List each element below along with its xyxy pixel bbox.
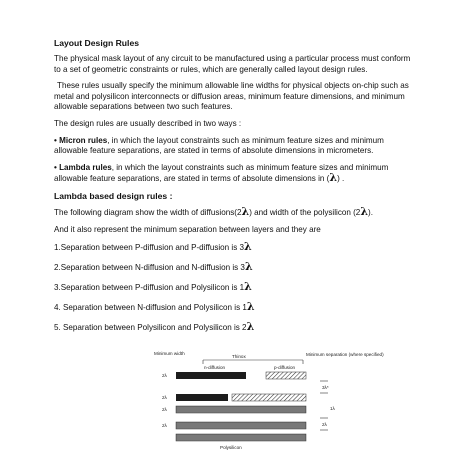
document-body xyxy=(54,38,414,341)
separation-intro: And it also represent the minimum separation between layers and they are xyxy=(54,224,321,234)
diagram-text-part2: ) and width of the polysilicon (2 xyxy=(249,207,361,217)
p-diffusion-label: p-diffusion xyxy=(274,365,296,370)
row-label-3: 2λ xyxy=(162,407,167,412)
diagram-lambda-2: λ xyxy=(360,204,369,218)
lambda-tail: ) . xyxy=(337,174,345,184)
separation-rule-5 xyxy=(54,321,414,333)
row-label-1: 2λ xyxy=(162,373,167,378)
separation-lambda: λ xyxy=(244,280,252,294)
micron-rules-paragraph xyxy=(54,136,414,157)
separation-text: 1.Separation between P-diffusion and P-diffusion is 3 xyxy=(54,243,245,253)
polysilicon-bar-3 xyxy=(176,434,306,441)
diagram-text-part1: The following diagram show the width of diffusions(2 xyxy=(54,207,242,217)
separation-2-label: 2λ xyxy=(322,422,327,427)
usage-paragraph: These rules usually specify the minimum allowable line widths for physical objects on-chip such as metal and polysilicon interconnects or diffusion areas, minimum feature dimensions, and minimum allowable separations between two such features. xyxy=(54,81,409,112)
lambda-rules-diagram xyxy=(148,350,384,453)
separation-1-label: 1λ xyxy=(330,406,335,411)
n-diffusion-label: n-diffusion xyxy=(204,365,226,370)
separation-3-label: 3λ* xyxy=(322,385,329,390)
intro-paragraph: The physical mask layout of any circuit to be manufactured using a particular process must conform to a set of geometric constraints or rules, which are generally called layout design rules. xyxy=(54,54,411,74)
separation-rule-1 xyxy=(54,241,414,253)
micron-label: Micron rules xyxy=(59,135,108,145)
separation-lambda: λ xyxy=(246,320,255,334)
separation-rule-2 xyxy=(54,261,414,273)
separation-text: 4. Separation between N-diffusion and Polysilicon is 1 xyxy=(54,303,247,313)
diffusion-bar-2a xyxy=(176,394,228,401)
separation-lambda: λ xyxy=(244,260,253,274)
diagram-lambda-1: λ xyxy=(241,204,250,218)
polysilicon-bar-2 xyxy=(176,422,306,429)
diagram-text-part3: ). xyxy=(368,207,373,217)
min-width-label: Minimum width xyxy=(154,351,185,356)
lambda-rules-paragraph xyxy=(54,163,414,185)
separation-lambda: λ xyxy=(246,300,255,314)
separation-text: 2.Separation between N-diffusion and N-diffusion is 3 xyxy=(54,263,245,273)
separation-text: 5. Separation between Polysilicon and Polysilicon is 2 xyxy=(54,323,247,333)
separation-lambda: λ xyxy=(244,240,252,254)
micron-text: , in which the layout constraints such as minimum feature sizes and minimum allowable feature separations, are stated in terms of absolute dimensions in micrometers. xyxy=(54,135,384,156)
row-label-2: 2λ xyxy=(162,395,167,400)
lambda-label: Lambda rules xyxy=(59,162,112,172)
separation-text: 3.Separation between P-diffusion and Polysilicon is 1 xyxy=(54,283,245,293)
lambda-heading: Lambda based design rules : xyxy=(54,190,173,201)
micron-bullet: • xyxy=(54,135,57,145)
diagram-svg xyxy=(148,350,384,453)
thinox-label: Thinox xyxy=(232,354,246,359)
row-label-4: 2λ xyxy=(162,423,167,428)
lambda-text: , in which the layout constraints such as minimum feature sizes and minimum allowable feature separations, are stated in terms of absolute dimensions in ( xyxy=(54,162,389,184)
diffusion-bar-2b xyxy=(232,394,306,401)
polysilicon-label: Polysilicon xyxy=(220,445,242,450)
separation-rule-4 xyxy=(54,301,414,313)
polysilicon-bar-1 xyxy=(176,406,306,413)
n-diffusion-bar xyxy=(176,372,246,379)
p-diffusion-bar xyxy=(266,372,306,379)
lambda-symbol: λ xyxy=(329,171,338,185)
lambda-bullet: • xyxy=(54,162,57,172)
diagram-description xyxy=(54,204,414,219)
ways-intro: The design rules are usually described in two ways : xyxy=(54,118,242,128)
min-separation-label: Minimum separation (where specified) xyxy=(306,352,384,357)
separation-rule-3 xyxy=(54,281,414,293)
page-title: Layout Design Rules xyxy=(54,38,139,48)
